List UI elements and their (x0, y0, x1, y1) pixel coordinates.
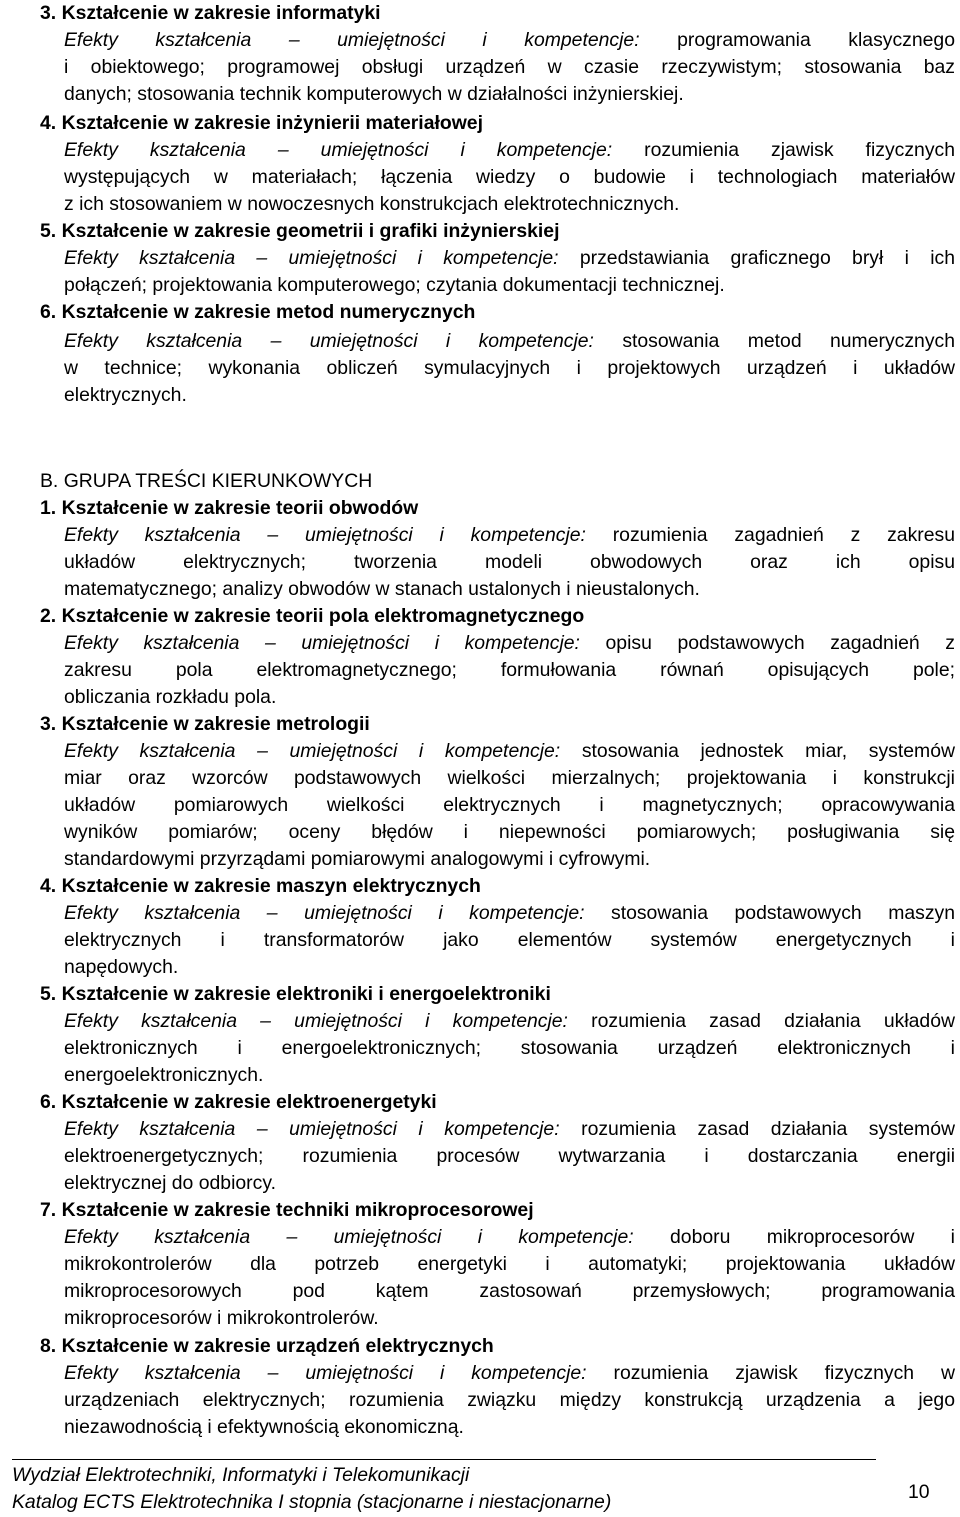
text-line (64, 1224, 955, 1251)
section-number: 4. (40, 112, 57, 134)
effects-text: elektrycznych. (64, 384, 187, 406)
effects-label: Efekty kształcenia – umiejętności i kompetencje: (64, 247, 559, 269)
text-line (64, 27, 955, 54)
effects-text: mikroprocesorowych pod kątem zastosowań przemysłowych; programowania (64, 1280, 955, 1302)
effects-text: rozumienia zjawisk fizycznych w (613, 1362, 955, 1384)
effects-text: występujących w materiałach; łączenia wiedzy o budowie i technologiach materiałów (64, 166, 955, 188)
effects-label: Efekty kształcenia – umiejętności i kompetencje: (64, 902, 585, 924)
section-number: 5. (40, 983, 57, 1005)
section-heading (40, 110, 483, 137)
effects-text: z ich stosowaniem w nowoczesnych konstrukcjach elektrotechnicznych. (64, 193, 680, 215)
effects-text: miar oraz wzorców podstawowych wielkości mierzalnych; projektowania i konstrukcji (64, 767, 955, 789)
effects-text: rozumienia zasad działania systemów (581, 1118, 955, 1140)
section-heading (40, 0, 381, 27)
effects-text: układów elektrycznych; tworzenia modeli obwodowych oraz ich opisu (64, 551, 955, 573)
effects-text: przedstawiania graficznego brył i ich (579, 247, 955, 269)
section-number: 8. (40, 1335, 57, 1357)
section-title: Kształcenie w zakresie teorii obwodów (61, 497, 419, 519)
text-line (64, 576, 700, 603)
section-title: Kształcenie w zakresie informatyki (61, 2, 381, 24)
section-title: Kształcenie w zakresie inżynierii materiałowej (61, 112, 483, 134)
text-line (64, 819, 955, 846)
effects-text: układów pomiarowych wielkości elektrycznych i magnetycznych; opracowywania (64, 794, 955, 816)
text-line (64, 684, 276, 711)
text-line (64, 81, 684, 108)
text-line (64, 765, 955, 792)
effects-text: elektrycznej do odbiorcy. (64, 1172, 276, 1194)
section-number: 4. (40, 875, 57, 897)
text-line (64, 272, 725, 299)
effects-text: elektronicznych i energoelektronicznych; stosowania urządzeń elektronicznych i (64, 1037, 955, 1059)
effects-text: elektrycznych i transformatorów jako elementów systemów energetycznych i (64, 929, 955, 951)
effects-label: Efekty kształcenia – umiejętności i kompetencje: (64, 632, 580, 654)
effects-text: wyników pomiarów; oceny błędów i niepewności pomiarowych; posługiwania się (64, 821, 955, 843)
effects-text: mikroprocesorów i mikrokontrolerów. (64, 1307, 379, 1329)
page-number: 10 (908, 1481, 930, 1503)
section-title: Kształcenie w zakresie geometrii i grafiki inżynierskiej (61, 220, 560, 242)
text-line (64, 954, 178, 981)
effects-text: opisu podstawowych zagadnień z (605, 632, 955, 654)
text-line (64, 846, 650, 873)
text-line (64, 1360, 955, 1387)
section-number: 7. (40, 1199, 57, 1221)
section-heading (40, 873, 481, 900)
effects-text: elektroenergetycznych; rozumienia procesów wytwarzania i dostarczania energii (64, 1145, 955, 1167)
effects-text: mikrokontrolerów dla potrzeb energetyki i automatyki; projektowania układów (64, 1253, 955, 1275)
effects-label: Efekty kształcenia – umiejętności i kompetencje: (64, 740, 561, 762)
section-title: Kształcenie w zakresie urządzeń elektrycznych (61, 1335, 494, 1357)
section-number: 2. (40, 605, 57, 627)
text-line (64, 1387, 955, 1414)
effects-text: stosowania metod numerycznych (622, 330, 955, 352)
text-line (64, 1116, 955, 1143)
effects-text: i obiektowego; programowej obsługi urządzeń w czasie rzeczywistym; stosowania baz (64, 56, 955, 78)
effects-text: niezawodnością i efektywnością ekonomiczną. (64, 1416, 464, 1438)
footer-divider (12, 1459, 876, 1460)
text-line (64, 137, 955, 164)
text-line (64, 164, 955, 191)
effects-text: urządzeniach elektrycznych; rozumienia związku między konstrukcją urządzenia a jego (64, 1389, 955, 1411)
text-line (64, 1143, 955, 1170)
effects-text: energoelektronicznych. (64, 1064, 264, 1086)
text-line (64, 792, 955, 819)
text-line (64, 927, 955, 954)
section-title: Kształcenie w zakresie metod numerycznych (61, 301, 476, 323)
section-number: 6. (40, 1091, 57, 1113)
section-number: 3. (40, 2, 57, 24)
footer-faculty: Wydział Elektrotechniki, Informatyki i Telekomunikacji (12, 1464, 470, 1486)
text-line (64, 1251, 955, 1278)
effects-text: w technice; wykonania obliczeń symulacyjnych i projektowych urządzeń i układów (64, 357, 955, 379)
effects-text: standardowymi przyrządami pomiarowymi analogowymi i cyfrowymi. (64, 848, 651, 870)
effects-text: rozumienia zagadnień z zakresu (612, 524, 955, 546)
text-line (64, 1278, 955, 1305)
section-heading (40, 218, 559, 245)
text-line (64, 382, 187, 409)
section-title: Kształcenie w zakresie teorii pola elektromagnetycznego (61, 605, 585, 627)
text-line (64, 1414, 464, 1441)
text-line (64, 657, 955, 684)
effects-label: Efekty kształcenia – umiejętności i kompetencje: (64, 1362, 587, 1384)
text-line (64, 738, 955, 765)
text-line (64, 1062, 263, 1089)
section-number: 3. (40, 713, 57, 735)
section-heading (40, 603, 584, 630)
effects-label: Efekty kształcenia – umiejętności i kompetencje: (64, 139, 613, 161)
text-line (64, 1035, 955, 1062)
effects-text: stosowania jednostek miar, systemów (581, 740, 955, 762)
text-line (64, 328, 955, 355)
section-title: Kształcenie w zakresie techniki mikroprocesorowej (61, 1199, 534, 1221)
text-line (64, 522, 955, 549)
effects-text: rozumienia zasad działania układów (591, 1010, 955, 1032)
text-line (64, 900, 955, 927)
footer-catalog: Katalog ECTS Elektrotechnika I stopnia (stacjonarne i niestacjonarne) (12, 1491, 612, 1513)
text-line (64, 1170, 276, 1197)
effects-label: Efekty kształcenia – umiejętności i kompetencje: (64, 1226, 634, 1248)
effects-label: Efekty kształcenia – umiejętności i kompetencje: (64, 29, 640, 51)
section-heading (40, 495, 418, 522)
effects-text: doboru mikroprocesorów i (670, 1226, 955, 1248)
text-line (64, 630, 955, 657)
effects-label: Efekty kształcenia – umiejętności i kompetencje: (64, 1118, 560, 1140)
section-title: Kształcenie w zakresie metrologii (61, 713, 370, 735)
section-heading (40, 299, 475, 326)
effects-label: Efekty kształcenia – umiejętności i kompetencje: (64, 524, 586, 546)
section-title: Kształcenie w zakresie elektroniki i energoelektroniki (61, 983, 551, 1005)
section-heading (40, 1197, 534, 1224)
section-title: Kształcenie w zakresie elektroenergetyki (61, 1091, 437, 1113)
group-heading (40, 468, 372, 495)
effects-text: danych; stosowania technik komputerowych w działalności inżynierskiej. (64, 83, 684, 105)
text-line (64, 54, 955, 81)
section-number: 1. (40, 497, 57, 519)
section-heading (40, 981, 551, 1008)
text-line (64, 1008, 955, 1035)
effects-label: Efekty kształcenia – umiejętności i kompetencje: (64, 1010, 568, 1032)
effects-text: matematycznego; analizy obwodów w stanach ustalonych i nieustalonych. (64, 578, 700, 600)
effects-text: programowania klasycznego (677, 29, 955, 51)
section-heading (40, 1089, 437, 1116)
section-number: 6. (40, 301, 57, 323)
section-number: 5. (40, 220, 57, 242)
effects-text: połączeń; projektowania komputerowego; czytania dokumentacji technicznej. (64, 274, 725, 296)
effects-label: Efekty kształcenia – umiejętności i kompetencje: (64, 330, 594, 352)
effects-text: obliczania rozkładu pola. (64, 686, 277, 708)
section-title: Kształcenie w zakresie maszyn elektrycznych (61, 875, 481, 897)
effects-text: stosowania podstawowych maszyn (611, 902, 955, 924)
text-line (64, 245, 955, 272)
effects-text: rozumienia zjawisk fizycznych (644, 139, 955, 161)
effects-text: napędowych. (64, 956, 179, 978)
effects-text: zakresu pola elektromagnetycznego; formułowania równań opisujących pole; (64, 659, 955, 681)
section-heading (40, 1333, 494, 1360)
section-heading (40, 711, 370, 738)
text-line (64, 355, 955, 382)
text-line (64, 1305, 379, 1332)
text-line (64, 549, 955, 576)
group-heading-text: B. GRUPA TREŚCI KIERUNKOWYCH (40, 470, 373, 492)
text-line (64, 191, 679, 218)
